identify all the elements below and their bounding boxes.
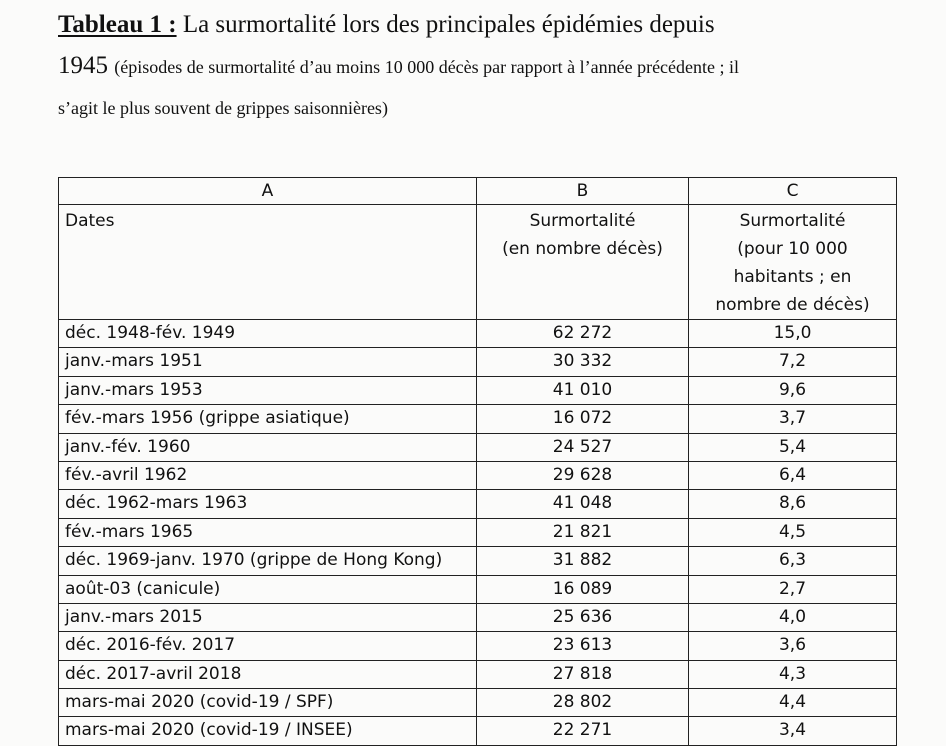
table-row — [59, 376, 897, 404]
cell-date: déc. 1969-janv. 1970 (grippe de Hong Kong) — [59, 547, 477, 575]
table-row — [59, 689, 897, 717]
cell-date: fév.-mars 1965 — [59, 518, 477, 546]
header-b-line: Surmortalité — [529, 211, 636, 231]
cell-excess-rate: 2,7 — [689, 575, 897, 603]
cell-excess-deaths: 28 802 — [477, 689, 689, 717]
cell-excess-rate: 15,0 — [689, 320, 897, 348]
table-row — [59, 660, 897, 688]
table-row — [59, 632, 897, 660]
cell-excess-deaths: 16 072 — [477, 405, 689, 433]
cell-excess-rate: 6,4 — [689, 461, 897, 489]
cell-date: mars-mai 2020 (covid-19 / INSEE) — [59, 717, 477, 745]
cell-excess-deaths: 21 821 — [477, 518, 689, 546]
cell-excess-deaths: 25 636 — [477, 603, 689, 631]
title-text: La surmortalité lors des principales épidémies depuis — [176, 11, 715, 38]
cell-excess-rate: 3,4 — [689, 717, 897, 745]
table-body — [59, 320, 897, 746]
cell-excess-rate: 8,6 — [689, 490, 897, 518]
cell-date: déc. 2017-avril 2018 — [59, 660, 477, 688]
column-letter-row — [59, 178, 897, 205]
cell-date: août-03 (canicule) — [59, 575, 477, 603]
cell-excess-deaths: 31 882 — [477, 547, 689, 575]
table-row — [59, 320, 897, 348]
table-row — [59, 490, 897, 518]
table-row — [59, 348, 897, 376]
cell-date: mars-mai 2020 (covid-19 / SPF) — [59, 689, 477, 717]
title-line-3: s’agit le plus souvent de grippes saisonnières) — [58, 98, 388, 118]
column-letter-a: A — [59, 178, 477, 205]
cell-excess-deaths: 30 332 — [477, 348, 689, 376]
header-c-line: (pour 10 000 — [737, 239, 848, 259]
mortality-table — [58, 177, 897, 746]
cell-excess-deaths: 16 089 — [477, 575, 689, 603]
table-number-label: Tableau 1 : — [58, 11, 177, 38]
header-c-line: habitants ; en — [733, 267, 852, 287]
table-row — [59, 603, 897, 631]
header-dates: Dates — [59, 205, 477, 320]
column-header-row — [59, 205, 897, 320]
cell-date: déc. 2016-fév. 2017 — [59, 632, 477, 660]
cell-date: déc. 1962-mars 1963 — [59, 490, 477, 518]
document-title — [58, 6, 918, 123]
column-letter-c: C — [689, 178, 897, 205]
cell-excess-deaths: 23 613 — [477, 632, 689, 660]
header-excess-deaths — [477, 205, 689, 320]
title-line-1 — [58, 6, 918, 44]
cell-excess-rate: 5,4 — [689, 433, 897, 461]
cell-excess-deaths: 62 272 — [477, 320, 689, 348]
cell-excess-rate: 9,6 — [689, 376, 897, 404]
column-letter-b: B — [477, 178, 689, 205]
cell-excess-rate: 4,5 — [689, 518, 897, 546]
cell-excess-rate: 4,0 — [689, 603, 897, 631]
cell-excess-rate: 3,7 — [689, 405, 897, 433]
title-year: 1945 — [58, 52, 115, 79]
cell-excess-rate: 4,4 — [689, 689, 897, 717]
cell-excess-deaths: 29 628 — [477, 461, 689, 489]
table-row — [59, 575, 897, 603]
title-line-2 — [58, 46, 918, 87]
table-row — [59, 461, 897, 489]
table-row — [59, 518, 897, 546]
cell-date: janv.-fév. 1960 — [59, 433, 477, 461]
cell-date: janv.-mars 2015 — [59, 603, 477, 631]
table-row — [59, 547, 897, 575]
cell-excess-deaths: 41 048 — [477, 490, 689, 518]
table-row — [59, 717, 897, 745]
cell-date: janv.-mars 1951 — [59, 348, 477, 376]
cell-excess-deaths: 24 527 — [477, 433, 689, 461]
cell-excess-rate: 3,6 — [689, 632, 897, 660]
cell-excess-deaths: 27 818 — [477, 660, 689, 688]
cell-excess-deaths: 22 271 — [477, 717, 689, 745]
cell-date: déc. 1948-fév. 1949 — [59, 320, 477, 348]
header-excess-rate — [689, 205, 897, 320]
cell-date: fév.-mars 1956 (grippe asiatique) — [59, 405, 477, 433]
header-c-line: Surmortalité — [739, 211, 846, 231]
header-c-line: nombre de décès) — [715, 295, 870, 315]
cell-date: janv.-mars 1953 — [59, 376, 477, 404]
cell-excess-rate: 6,3 — [689, 547, 897, 575]
table-row — [59, 405, 897, 433]
cell-excess-deaths: 41 010 — [477, 376, 689, 404]
title-note: (épisodes de surmortalité d’au moins 10 000 décès par rapport à l’année précédente ; il — [114, 57, 740, 77]
header-b-line: (en nombre décès) — [502, 239, 663, 259]
cell-excess-rate: 4,3 — [689, 660, 897, 688]
cell-excess-rate: 7,2 — [689, 348, 897, 376]
table-row — [59, 433, 897, 461]
cell-date: fév.-avril 1962 — [59, 461, 477, 489]
